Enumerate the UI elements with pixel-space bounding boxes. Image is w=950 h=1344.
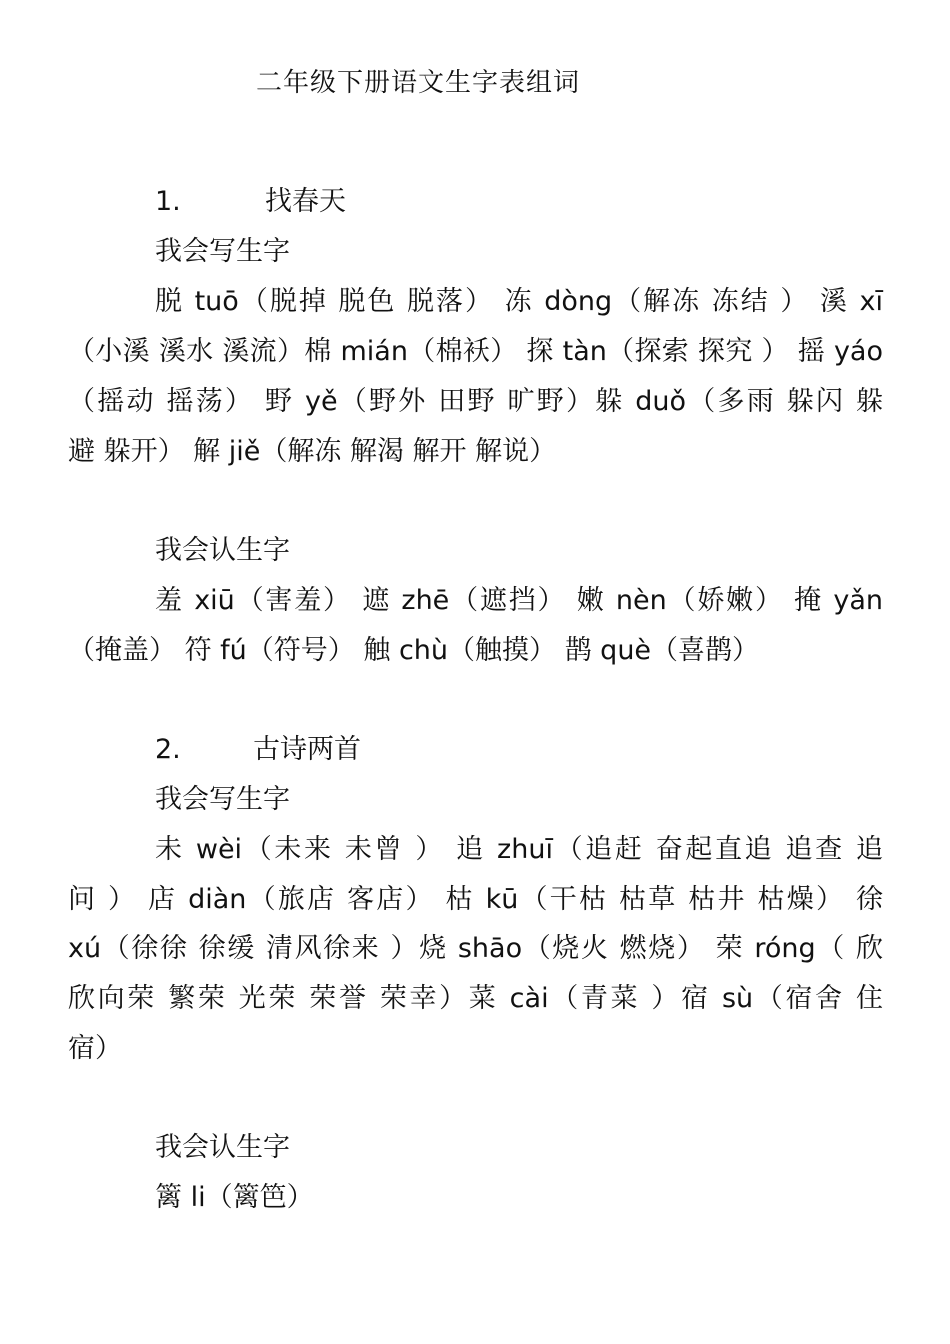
write-label: 我会写生字 bbox=[155, 784, 290, 815]
write-line: 欣向荣 繁荣 光荣 荣誉 荣幸）菜 cài（青菜 ）宿 sù（宿舍 住 bbox=[68, 983, 883, 1014]
read-line: （掩盖） 符 fú（符号） 触 chù（触摸） 鹊 què（喜鹊） bbox=[68, 635, 760, 666]
section-number: 2. bbox=[155, 734, 181, 765]
write-line: （小溪 溪水 溪流）棉 mián（棉袄） 探 tàn（探索 探究 ） 摇 yáo bbox=[68, 336, 883, 367]
read-line: 羞 xiū（害羞） 遮 zhē（遮挡） 嫩 nèn（娇嫩） 掩 yǎn bbox=[155, 585, 883, 616]
read-line: 篱 li（篱笆） bbox=[155, 1182, 314, 1213]
write-line: 避 躲开） 解 jiě（解冻 解渴 解开 解说） bbox=[68, 436, 557, 467]
write-label: 我会写生字 bbox=[155, 236, 290, 267]
section-heading bbox=[155, 730, 361, 770]
write-line: （摇动 摇荡） 野 yě（野外 田野 旷野）躲 duǒ（多雨 躲闪 躲 bbox=[68, 386, 883, 417]
write-line: 未 wèi（未来 未曾 ） 追 zhuī（追赶 奋起直追 追查 追 bbox=[155, 834, 883, 865]
read-label: 我会认生字 bbox=[155, 1132, 290, 1163]
page-title: 二年级下册语文生字表组词 bbox=[256, 68, 581, 98]
section-name: 古诗两首 bbox=[253, 734, 361, 765]
section-number: 1. bbox=[155, 186, 181, 217]
read-label: 我会认生字 bbox=[155, 535, 290, 566]
section-heading bbox=[155, 182, 346, 222]
write-line: 宿） bbox=[68, 1033, 122, 1064]
write-line: 问 ） 店 diàn（旅店 客店） 枯 kū（干枯 枯草 枯井 枯燥） 徐 bbox=[68, 884, 883, 915]
write-line: 脱 tuō（脱掉 脱色 脱落） 冻 dòng（解冻 冻结 ） 溪 xī bbox=[155, 286, 883, 317]
section-name: 找春天 bbox=[265, 186, 346, 217]
write-line: xú（徐徐 徐缓 清风徐来 ）烧 shāo（烧火 燃烧） 荣 róng（ 欣 bbox=[68, 933, 883, 964]
